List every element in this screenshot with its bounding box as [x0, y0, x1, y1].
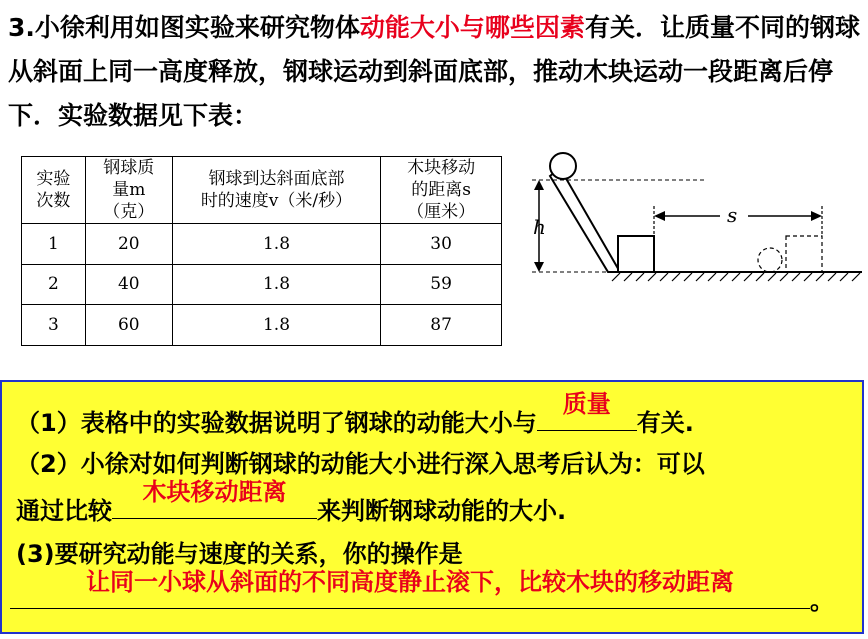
q3-answer: 让同一小球从斜面的不同高度静止滚下，比较木块的移动距离	[86, 568, 734, 596]
q1-prefix: （1）表格中的实验数据说明了钢球的动能大小与	[16, 409, 537, 437]
table-cell: 1.8	[172, 305, 380, 346]
table-row	[22, 224, 502, 265]
q2-suffix: 来判断钢球动能的大小.	[317, 497, 567, 525]
q3-suffix: 。	[810, 587, 834, 615]
header-ball-speed: 钢球到达斜面底部 时的速度v（米/秒）	[172, 157, 380, 224]
table-cell: 40	[85, 264, 172, 305]
problem-statement	[8, 6, 860, 138]
header-block-distance: 木块移动 的距离s （厘米）	[381, 157, 502, 224]
wooden-block	[618, 236, 654, 272]
table-cell: 20	[85, 224, 172, 265]
table-cell: 30	[381, 224, 502, 265]
table-row	[22, 264, 502, 305]
ball-end	[758, 248, 782, 272]
table-cell: 3	[22, 305, 86, 346]
table-cell: 59	[381, 264, 502, 305]
ramp	[550, 168, 620, 272]
table-row	[22, 305, 502, 346]
question-1	[16, 390, 694, 443]
ball-start	[550, 153, 576, 179]
table-cell: 2	[22, 264, 86, 305]
table-cell: 60	[85, 305, 172, 346]
experiment-data-table	[21, 156, 502, 346]
question-3-line-1: (3)要研究动能与速度的关系，你的操作是	[16, 540, 463, 568]
q2-prefix: 通过比较	[16, 497, 112, 525]
distance-arrow	[654, 211, 822, 221]
block-final-position	[786, 236, 822, 272]
q3-answer-blank[interactable]	[10, 568, 810, 609]
intro-text-before: 小徐利用如图实验来研究物体	[34, 13, 360, 42]
height-label: h	[533, 215, 546, 239]
q2-answer-blank[interactable]	[112, 478, 317, 519]
header-ball-mass: 钢球质 量m （克）	[85, 157, 172, 224]
table-cell: 1	[22, 224, 86, 265]
q1-answer: 质量	[562, 390, 611, 418]
q1-suffix: 有关.	[636, 409, 694, 437]
table-cell: 1.8	[172, 224, 380, 265]
header-trial-count: 实验 次数	[22, 157, 86, 224]
table-cell: 87	[381, 305, 502, 346]
answer-box	[0, 380, 864, 634]
table-header-row	[22, 157, 502, 224]
question-2-line-1: （2）小徐对如何判断钢球的动能大小进行深入思考后认为：可以	[16, 450, 705, 478]
question-2-line-2	[16, 478, 567, 531]
intro-text-after: 有关．让质量不同的钢球从斜面上同一高度释放，钢球运动到斜面底部，推动木块运动一段距离后停下．实验数据见下表：	[8, 13, 860, 130]
question-3-line-2	[10, 568, 834, 621]
ramp-diagram	[520, 150, 865, 290]
intro-highlight: 动能大小与哪些因素	[359, 13, 585, 42]
table-cell: 1.8	[172, 264, 380, 305]
distance-label: s	[727, 203, 738, 227]
problem-number: 3.	[8, 13, 35, 42]
ground-hatching	[612, 273, 860, 281]
q2-answer: 木块移动距离	[142, 478, 287, 506]
q1-answer-blank[interactable]	[537, 390, 637, 431]
